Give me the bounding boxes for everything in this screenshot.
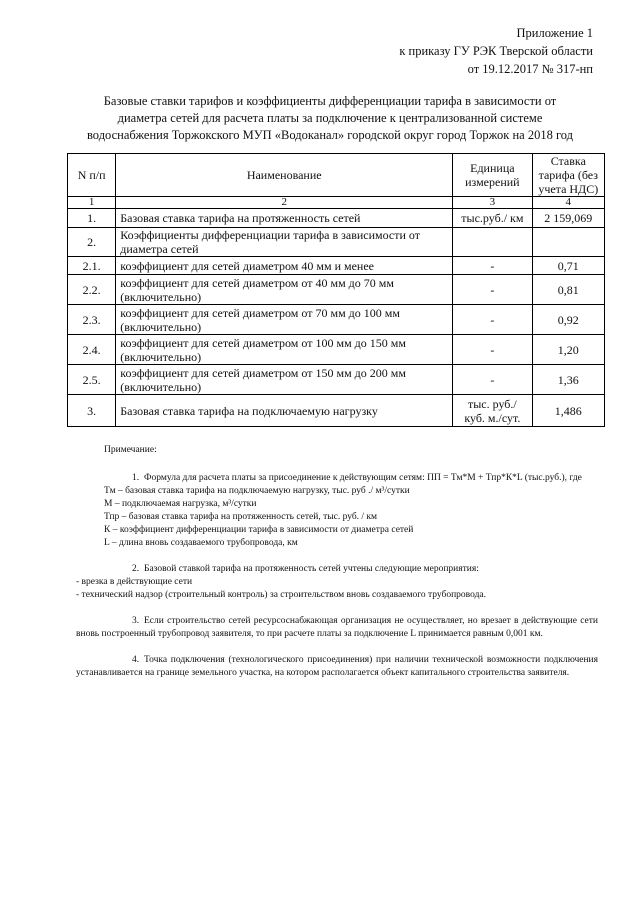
row-unit: тыс.руб./ км: [453, 209, 532, 228]
row-rate: 0,92: [532, 305, 604, 335]
order-reference: к приказу ГУ РЭК Тверской области: [399, 44, 593, 58]
tariff-table: [67, 153, 605, 427]
note-text: Формула для расчета платы за присоединение к действующим сетям: ПП = Тм*М + Тпр*К*L (тыс.руб.), где: [144, 473, 582, 483]
definition-line: L – длина вновь создаваемого трубопровода, км: [104, 538, 298, 548]
row-rate: 1,486: [532, 395, 604, 427]
column-number: 1: [68, 197, 116, 209]
order-date: от 19.12.2017 № 317-нп: [467, 62, 593, 76]
column-number: 4: [532, 197, 604, 209]
row-number: 2.4.: [68, 335, 116, 365]
note-text: Базовой ставкой тарифа на протяженность сетей учтены следующие мероприятия:: [144, 564, 479, 574]
measure-item: - врезка в действующие сети: [76, 577, 193, 587]
table-row: [68, 228, 605, 257]
table-row: [68, 335, 605, 365]
note-1: [76, 472, 598, 485]
header-rate: Ставка тарифа (без учета НДС): [532, 154, 604, 197]
definition-line: Тпр – базовая ставка тарифа на протяженность сетей, тыс. руб. / км: [104, 512, 378, 522]
row-unit: -: [453, 365, 532, 395]
row-rate: 0,81: [532, 275, 604, 305]
note-3: [76, 615, 598, 641]
note-number: 3.: [132, 616, 140, 626]
row-name: Коэффициенты дифференциации тарифа в зависимости от диаметра сетей: [116, 228, 453, 257]
column-number-row: [68, 197, 605, 209]
row-name: коэффициент для сетей диаметром от 70 мм до 100 мм (включительно): [116, 305, 453, 335]
note-number: 1.: [132, 473, 140, 483]
title-line-3: водоснабжения Торжокского МУП «Водоканал» городской округ город Торжок на 2018 год: [86, 128, 574, 142]
notes-section: [76, 444, 598, 680]
row-unit: -: [453, 305, 532, 335]
row-name: коэффициент для сетей диаметром от 150 мм до 200 мм (включительно): [116, 365, 453, 395]
measure-item: - технический надзор (строительный контроль) за строительством вновь создаваемого трубопровода.: [76, 590, 487, 600]
note-4: [76, 654, 598, 680]
row-name: коэффициент для сетей диаметром от 100 мм до 150 мм (включительно): [116, 335, 453, 365]
table-row: [68, 209, 605, 228]
row-number: 3.: [68, 395, 116, 427]
table-row: [68, 365, 605, 395]
row-rate: 1,20: [532, 335, 604, 365]
note-2: [76, 563, 598, 576]
table-row: [68, 395, 605, 427]
table-row: [68, 257, 605, 275]
notes-heading: Примечание:: [104, 445, 157, 455]
row-name: коэффициент для сетей диаметром 40 мм и менее: [116, 257, 453, 275]
row-number: 2.5.: [68, 365, 116, 395]
row-name: коэффициент для сетей диаметром от 40 мм до 70 мм (включительно): [116, 275, 453, 305]
note-number: 2.: [132, 564, 140, 574]
column-number: 2: [116, 197, 453, 209]
note-text: Если строительство сетей ресурсоснабжающая организация не осуществляет, но врезает в действующие сети вновь построенный трубопровод заявителя, то при расчете платы за подключение L принимается равным 0,001 км.: [76, 616, 598, 639]
note-number: 4.: [132, 655, 140, 665]
row-unit: тыс. руб./ куб. м./сут.: [453, 395, 532, 427]
row-name: Базовая ставка тарифа на протяженность сетей: [116, 209, 453, 228]
column-number: 3: [453, 197, 532, 209]
document-title: [60, 93, 600, 144]
row-number: 2.: [68, 228, 116, 257]
header-name: Наименование: [116, 154, 453, 197]
row-rate: 1,36: [532, 365, 604, 395]
row-number: 1.: [68, 209, 116, 228]
table-header-row: [68, 154, 605, 197]
definition-line: Тм – базовая ставка тарифа на подключаемую нагрузку, тыс. руб ./ м³/сутки: [104, 486, 410, 496]
note-text: Точка подключения (технологического присоединения) при наличии технической возможности подключения устанавливается на границе земельного участка, на котором располагается объект капитального строительства заявителя.: [76, 655, 598, 678]
row-unit: [453, 228, 532, 257]
row-number: 2.1.: [68, 257, 116, 275]
table-row: [68, 305, 605, 335]
row-rate: 0,71: [532, 257, 604, 275]
definition-line: М – подключаемая нагрузка, м³/сутки: [104, 499, 257, 509]
appendix-line: Приложение 1: [516, 26, 593, 40]
title-line-1: Базовые ставки тарифов и коэффициенты дифференциации тарифа в зависимости от: [103, 94, 557, 108]
row-rate: 2 159,069: [532, 209, 604, 228]
row-unit: -: [453, 275, 532, 305]
row-unit: -: [453, 335, 532, 365]
row-number: 2.3.: [68, 305, 116, 335]
appendix-header: [399, 24, 593, 78]
row-rate: [532, 228, 604, 257]
row-unit: -: [453, 257, 532, 275]
row-number: 2.2.: [68, 275, 116, 305]
row-name: Базовая ставка тарифа на подключаемую нагрузку: [116, 395, 453, 427]
header-number: N п/п: [68, 154, 116, 197]
header-unit: Единица измерений: [453, 154, 532, 197]
definition-line: К – коэффициент дифференциации тарифа в зависимости от диаметра сетей: [104, 525, 414, 535]
title-line-2: диаметра сетей для расчета платы за подключение к централизованной системе: [117, 111, 543, 125]
table-row: [68, 275, 605, 305]
